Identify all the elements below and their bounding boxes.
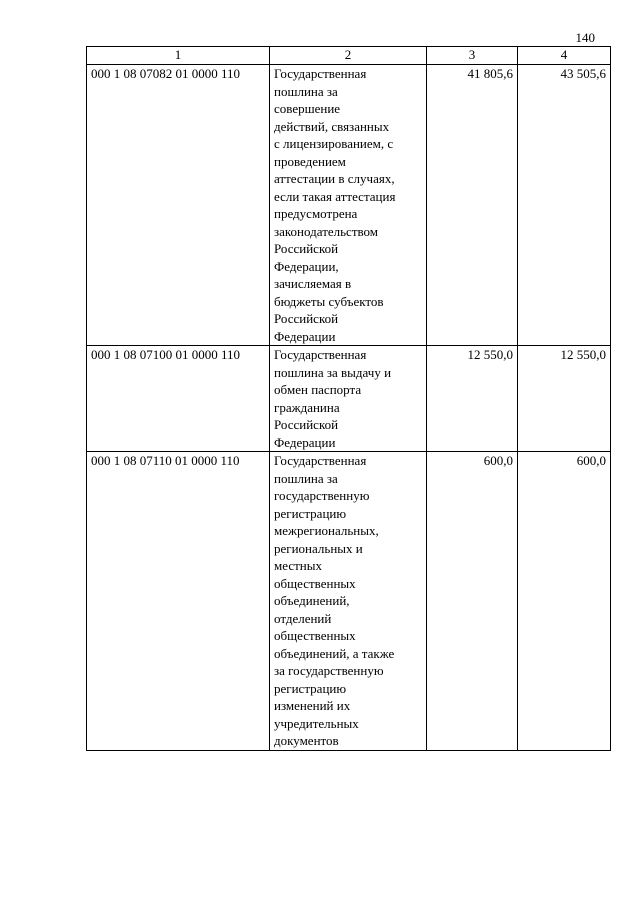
description-line: пошлина за [274,470,338,486]
column-header-4: 4 [518,47,611,65]
description-line: законодательством [274,223,379,239]
description-line: Федерации [274,328,336,344]
amount-column-4: 12 550,0 [518,346,611,452]
column-header-1: 1 [87,47,270,65]
description-line: Государственная [274,347,367,362]
table-header-row [87,47,611,65]
description-line: общественных [274,575,356,591]
amount-column-4: 600,0 [518,452,611,751]
description-line: Российской [274,241,339,256]
description-line: местных [274,558,322,573]
amount-column-3: 41 805,6 [427,65,518,346]
description-line: Федерации [274,434,336,450]
budget-revenue-table [86,46,611,751]
description-line: регистрацию [274,505,347,521]
description-line: Государственная [274,66,367,81]
description-line: учредительных [274,715,359,731]
description-line: региональных и [274,540,363,556]
column-header-2: 2 [270,47,427,65]
revenue-description [270,452,427,751]
description-line: государственную [274,488,370,503]
description-line: объединений, [274,593,350,608]
table-row [87,452,611,751]
description-line: пошлина за [274,83,338,99]
amount-column-3: 600,0 [427,452,518,751]
description-line: документов [274,733,339,748]
description-line: объединений, а также [274,645,395,661]
description-line: предусмотрена [274,206,358,221]
revenue-code: 000 1 08 07110 01 0000 110 [87,452,270,751]
description-line: Российской [274,417,339,432]
description-line: действий, связанных [274,118,390,134]
description-line: проведением [274,153,346,169]
description-line: аттестации в случаях, [274,171,395,186]
revenue-code: 000 1 08 07100 01 0000 110 [87,346,270,452]
description-line: Государственная [274,453,367,468]
revenue-description [270,65,427,346]
description-line: обмен паспорта [274,382,362,397]
description-line: с лицензированием, с [274,136,394,151]
amount-column-3: 12 550,0 [427,346,518,452]
table-row [87,65,611,346]
description-line: пошлина за выдачу и [274,364,392,380]
description-line: совершение [274,101,341,116]
description-line: Российской [274,311,339,326]
description-line: если такая аттестация [274,188,396,204]
description-line: отделений [274,610,332,626]
revenue-description [270,346,427,452]
description-line: общественных [274,628,356,643]
description-line: межрегиональных, [274,523,379,538]
description-line: изменений их [274,698,351,713]
column-header-3: 3 [427,47,518,65]
description-line: бюджеты субъектов [274,293,384,309]
description-line: гражданина [274,399,340,415]
description-line: за государственную [274,663,384,678]
amount-column-4: 43 505,6 [518,65,611,346]
description-line: регистрацию [274,680,347,696]
page-number: 140 [575,30,595,45]
table-row [87,346,611,452]
description-line: Федерации, [274,258,339,274]
description-line: зачисляемая в [274,276,352,291]
revenue-code: 000 1 08 07082 01 0000 110 [87,65,270,346]
